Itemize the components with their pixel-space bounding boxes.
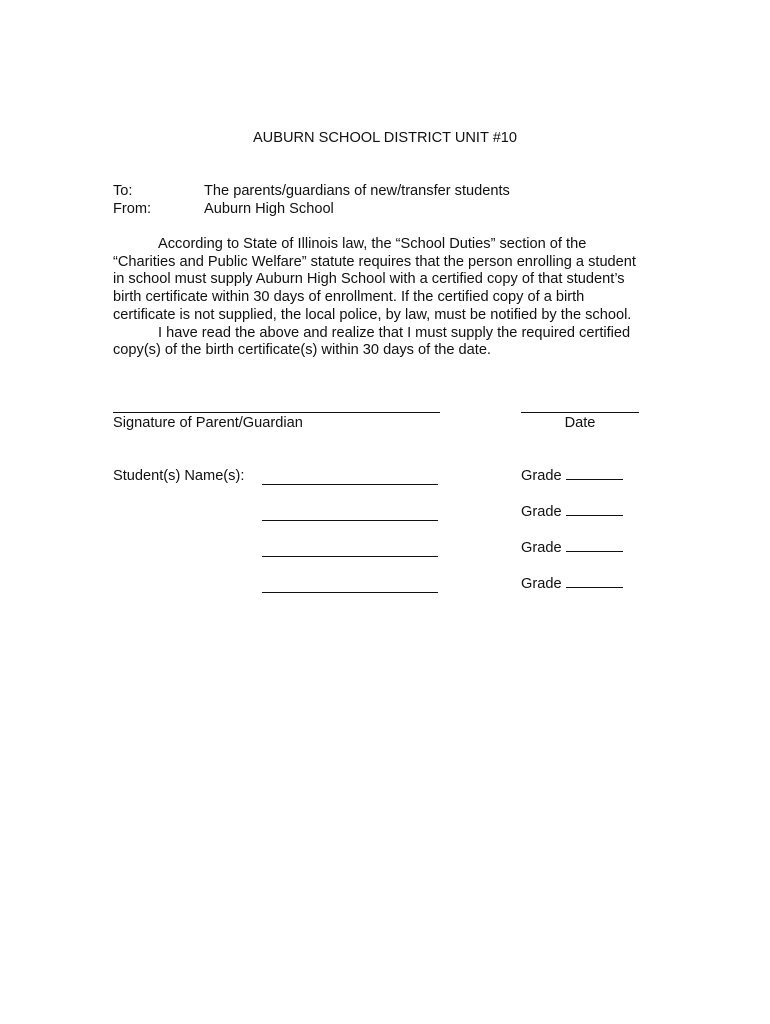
paragraph-2-line-1: I have read the above and realize that I must supply the required certified: [158, 324, 631, 341]
student-name-line-3[interactable]: [262, 556, 438, 557]
paragraph-1-line-5: certificate is not supplied, the local police, by law, must be notified by the school.: [113, 306, 632, 323]
grade-label: Grade: [521, 576, 562, 592]
student-name-line-4[interactable]: [262, 592, 438, 593]
grade-field-2: [521, 504, 623, 520]
document-title: AUBURN SCHOOL DISTRICT UNIT #10: [252, 130, 518, 146]
body-paragraphs: [113, 236, 673, 360]
grade-line[interactable]: [566, 551, 623, 552]
paragraph-1-line-3: in school must supply Auburn High School with a certified copy of that student’s: [113, 271, 625, 288]
grade-line[interactable]: [566, 587, 623, 588]
paragraph-2-line-2: copy(s) of the birth certificate(s) within 30 days of the date.: [113, 342, 491, 359]
paragraph-2: [113, 325, 673, 360]
students-label: Student(s) Name(s):: [113, 468, 245, 484]
grade-field-3: [521, 540, 623, 556]
date-label: Date: [564, 415, 596, 431]
signature-label: Signature of Parent/Guardian: [113, 415, 303, 431]
grade-field-1: [521, 468, 623, 484]
student-name-line-2[interactable]: [262, 520, 438, 521]
grade-label: Grade: [521, 540, 562, 556]
from-value: Auburn High School: [204, 201, 334, 217]
grade-field-4: [521, 576, 623, 592]
date-line[interactable]: [521, 412, 639, 413]
paragraph-1-line-1: According to State of Illinois law, the “School Duties” section of the: [158, 236, 587, 252]
grade-label: Grade: [521, 504, 562, 520]
from-label: From:: [113, 201, 152, 217]
paragraph-1: [113, 236, 673, 325]
signature-line[interactable]: [113, 412, 440, 413]
to-value: The parents/guardians of new/transfer students: [204, 183, 510, 199]
grade-line[interactable]: [566, 515, 623, 516]
grade-line[interactable]: [566, 479, 623, 480]
student-name-line-1[interactable]: [262, 484, 438, 485]
grade-label: Grade: [521, 468, 562, 484]
paragraph-1-line-2: “Charities and Public Welfare” statute requires that the person enrolling a student: [113, 253, 636, 270]
to-label: To:: [113, 183, 133, 199]
paragraph-1-line-4: birth certificate within 30 days of enrollment. If the certified copy of a birth: [113, 289, 585, 306]
